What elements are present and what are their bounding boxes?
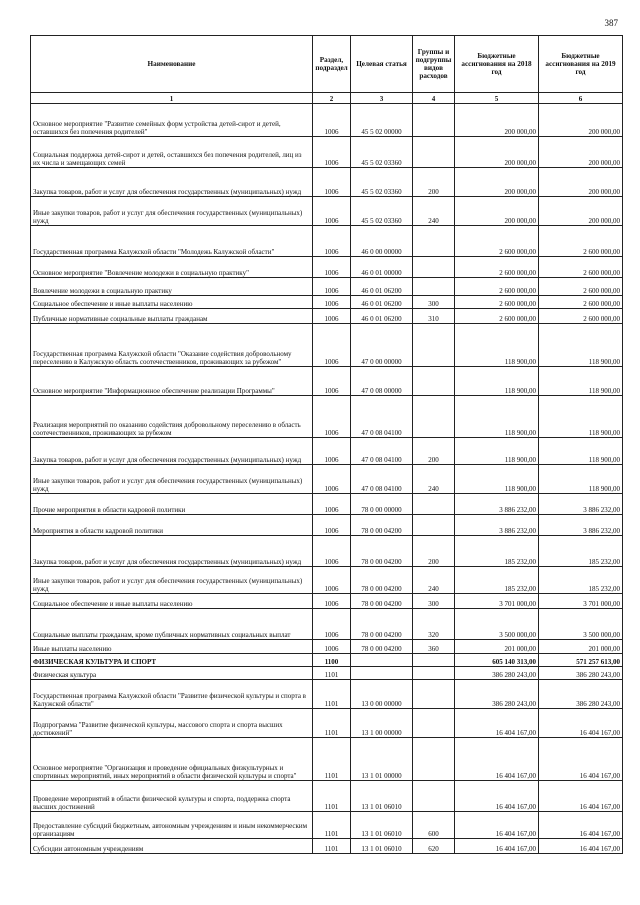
row-target-code: 78 0 00 04200	[351, 567, 413, 594]
header-row	[31, 36, 623, 93]
row-allocation-2018: 118 900,00	[455, 396, 539, 438]
row-allocation-2018: 16 404 167,00	[455, 738, 539, 781]
table-row	[31, 536, 623, 567]
row-allocation-2019: 16 404 167,00	[539, 709, 623, 738]
table-row	[31, 667, 623, 680]
row-allocation-2018: 3 500 000,00	[455, 609, 539, 640]
row-target-code: 78 0 00 04200	[351, 640, 413, 654]
header-section: Раздел, подраздел	[313, 36, 351, 93]
row-expense-group	[413, 494, 455, 515]
table-row	[31, 738, 623, 781]
row-allocation-2018: 16 404 167,00	[455, 781, 539, 812]
row-target-code: 47 0 08 00000	[351, 367, 413, 396]
row-target-code: 78 0 00 04200	[351, 594, 413, 609]
row-name: Физическая культура	[31, 667, 313, 680]
row-allocation-2018: 2 600 000,00	[455, 296, 539, 309]
table-row	[31, 104, 623, 137]
row-target-code: 13 1 00 00000	[351, 709, 413, 738]
row-expense-group	[413, 137, 455, 168]
row-expense-group: 310	[413, 309, 455, 324]
row-allocation-2018: 2 600 000,00	[455, 309, 539, 324]
row-target-code: 47 0 08 04100	[351, 396, 413, 438]
row-section: 1101	[313, 781, 351, 812]
row-section: 1006	[313, 324, 351, 367]
row-target-code: 78 0 00 04200	[351, 515, 413, 536]
row-name: Иные выплаты населению	[31, 640, 313, 654]
row-allocation-2018: 16 404 167,00	[455, 839, 539, 854]
row-expense-group	[413, 226, 455, 257]
row-expense-group	[413, 104, 455, 137]
row-name: Иные закупки товаров, работ и услуг для обеспечения государственных (муниципальных) нужд	[31, 197, 313, 226]
row-section: 1006	[313, 197, 351, 226]
row-expense-group: 240	[413, 197, 455, 226]
row-name: Социальное обеспечение и иные выплаты населению	[31, 296, 313, 309]
row-allocation-2018: 201 000,00	[455, 640, 539, 654]
row-section: 1006	[313, 567, 351, 594]
row-allocation-2018: 118 900,00	[455, 367, 539, 396]
row-target-code: 46 0 01 00000	[351, 257, 413, 278]
row-target-code	[351, 654, 413, 667]
row-expense-group: 300	[413, 296, 455, 309]
column-number: 1	[31, 93, 313, 104]
row-name: Вовлечение молодежи в социальную практику	[31, 278, 313, 296]
row-section: 1006	[313, 594, 351, 609]
row-allocation-2019: 2 600 000,00	[539, 278, 623, 296]
table-row	[31, 226, 623, 257]
row-allocation-2019: 16 404 167,00	[539, 839, 623, 854]
row-allocation-2019: 2 600 000,00	[539, 257, 623, 278]
row-target-code: 46 0 01 06200	[351, 278, 413, 296]
column-number-row	[31, 93, 623, 104]
header-alloc-2019: Бюджетные ассигнования на 2019 год	[539, 36, 623, 93]
row-allocation-2018: 2 600 000,00	[455, 257, 539, 278]
row-expense-group: 300	[413, 594, 455, 609]
table-row	[31, 594, 623, 609]
table-row	[31, 781, 623, 812]
table-row	[31, 438, 623, 465]
row-allocation-2019: 185 232,00	[539, 567, 623, 594]
row-target-code: 46 0 01 06200	[351, 309, 413, 324]
row-section: 1101	[313, 709, 351, 738]
row-expense-group: 200	[413, 438, 455, 465]
row-allocation-2019: 3 500 000,00	[539, 609, 623, 640]
row-section: 1101	[313, 667, 351, 680]
row-allocation-2019: 3 886 232,00	[539, 494, 623, 515]
row-target-code: 78 0 00 04200	[351, 536, 413, 567]
row-section: 1101	[313, 680, 351, 709]
table-row	[31, 609, 623, 640]
row-section: 1006	[313, 278, 351, 296]
row-section: 1006	[313, 515, 351, 536]
row-allocation-2019: 16 404 167,00	[539, 781, 623, 812]
row-section: 1006	[313, 494, 351, 515]
table-body	[31, 104, 623, 854]
row-expense-group	[413, 515, 455, 536]
row-allocation-2019: 118 900,00	[539, 465, 623, 494]
row-allocation-2018: 185 232,00	[455, 567, 539, 594]
row-name: Мероприятия в области кадровой политики	[31, 515, 313, 536]
row-section: 1006	[313, 226, 351, 257]
row-allocation-2018: 3 886 232,00	[455, 494, 539, 515]
row-section: 1006	[313, 367, 351, 396]
table-row	[31, 494, 623, 515]
row-name: Основное мероприятие "Информационное обеспечение реализации Программы"	[31, 367, 313, 396]
row-section: 1006	[313, 465, 351, 494]
row-allocation-2018: 118 900,00	[455, 438, 539, 465]
row-allocation-2019: 200 000,00	[539, 168, 623, 197]
table-row	[31, 296, 623, 309]
row-section: 1006	[313, 104, 351, 137]
row-allocation-2019: 185 232,00	[539, 536, 623, 567]
row-allocation-2018: 3 886 232,00	[455, 515, 539, 536]
row-section: 1101	[313, 738, 351, 781]
row-name: Закупка товаров, работ и услуг для обеспечения государственных (муниципальных) нужд	[31, 536, 313, 567]
row-name: Прочие мероприятия в области кадровой политики	[31, 494, 313, 515]
row-section: 1006	[313, 296, 351, 309]
row-allocation-2018: 185 232,00	[455, 536, 539, 567]
row-expense-group: 240	[413, 567, 455, 594]
row-name: Проведение мероприятий в области физической культуры и спорта, поддержка спорта высших достижений	[31, 781, 313, 812]
row-name: Государственная программа Калужской области "Оказание содействия добровольному переселению в Калужскую область соотечественников, проживающих за рубежом"	[31, 324, 313, 367]
row-allocation-2018: 200 000,00	[455, 197, 539, 226]
row-allocation-2019: 200 000,00	[539, 197, 623, 226]
row-section: 1006	[313, 257, 351, 278]
row-allocation-2019: 118 900,00	[539, 324, 623, 367]
row-expense-group: 200	[413, 536, 455, 567]
row-section: 1100	[313, 654, 351, 667]
row-name: Социальные выплаты гражданам, кроме публичных нормативных социальных выплат	[31, 609, 313, 640]
row-section: 1006	[313, 168, 351, 197]
row-target-code: 13 0 00 00000	[351, 680, 413, 709]
row-target-code	[351, 667, 413, 680]
row-section: 1006	[313, 438, 351, 465]
table-row	[31, 324, 623, 367]
row-name: Закупка товаров, работ и услуг для обеспечения государственных (муниципальных) нужд	[31, 438, 313, 465]
row-target-code: 13 1 01 06010	[351, 781, 413, 812]
row-section: 1006	[313, 609, 351, 640]
column-number: 5	[455, 93, 539, 104]
row-name: Субсидии автономным учреждениям	[31, 839, 313, 854]
row-expense-group: 240	[413, 465, 455, 494]
row-allocation-2018: 200 000,00	[455, 168, 539, 197]
row-name: Социальная поддержка детей-сирот и детей, оставшихся без попечения родителей, лиц из их числа и замещающих семей	[31, 137, 313, 168]
row-target-code: 45 5 02 03360	[351, 168, 413, 197]
row-expense-group	[413, 680, 455, 709]
row-name: ФИЗИЧЕСКАЯ КУЛЬТУРА И СПОРТ	[31, 654, 313, 667]
row-target-code: 47 0 08 04100	[351, 465, 413, 494]
row-section: 1006	[313, 536, 351, 567]
row-target-code: 13 1 01 06010	[351, 839, 413, 854]
row-section: 1101	[313, 812, 351, 839]
table-row	[31, 654, 623, 667]
row-allocation-2018: 386 280 243,00	[455, 680, 539, 709]
page-number: 387	[604, 18, 618, 28]
table-row	[31, 515, 623, 536]
row-expense-group	[413, 654, 455, 667]
table-row	[31, 257, 623, 278]
row-target-code: 46 0 01 06200	[351, 296, 413, 309]
row-allocation-2019: 201 000,00	[539, 640, 623, 654]
row-target-code: 78 0 00 04200	[351, 609, 413, 640]
row-allocation-2018: 16 404 167,00	[455, 812, 539, 839]
row-target-code: 13 1 01 06010	[351, 812, 413, 839]
row-target-code: 46 0 00 00000	[351, 226, 413, 257]
row-allocation-2018: 16 404 167,00	[455, 709, 539, 738]
table-row	[31, 168, 623, 197]
row-target-code: 45 5 02 03360	[351, 137, 413, 168]
header-alloc-2018: Бюджетные ассигнования на 2018 год	[455, 36, 539, 93]
row-section: 1101	[313, 839, 351, 854]
row-name: Социальное обеспечение и иные выплаты населению	[31, 594, 313, 609]
row-name: Основное мероприятие "Вовлечение молодежи в социальную практику"	[31, 257, 313, 278]
row-name: Предоставление субсидий бюджетным, автономным учреждениям и иным некоммерческим организациям	[31, 812, 313, 839]
row-allocation-2018: 3 701 000,00	[455, 594, 539, 609]
row-allocation-2018: 2 600 000,00	[455, 226, 539, 257]
row-allocation-2019: 118 900,00	[539, 367, 623, 396]
row-name: Подпрограмма "Развитие физической культуры, массового спорта и спорта высших достижений"	[31, 709, 313, 738]
table-row	[31, 396, 623, 438]
column-number: 3	[351, 93, 413, 104]
row-allocation-2019: 2 600 000,00	[539, 226, 623, 257]
row-expense-group	[413, 738, 455, 781]
row-expense-group	[413, 709, 455, 738]
row-name: Иные закупки товаров, работ и услуг для обеспечения государственных (муниципальных) нужд	[31, 567, 313, 594]
row-expense-group: 620	[413, 839, 455, 854]
header-groups: Группы и подгруппы видов расходов	[413, 36, 455, 93]
row-name: Иные закупки товаров, работ и услуг для обеспечения государственных (муниципальных) нужд	[31, 465, 313, 494]
table-row	[31, 278, 623, 296]
table-row	[31, 567, 623, 594]
row-expense-group	[413, 278, 455, 296]
row-target-code: 47 0 08 04100	[351, 438, 413, 465]
column-number: 2	[313, 93, 351, 104]
row-section: 1006	[313, 396, 351, 438]
table-row	[31, 309, 623, 324]
row-allocation-2019: 2 600 000,00	[539, 296, 623, 309]
row-section: 1006	[313, 640, 351, 654]
row-allocation-2018: 200 000,00	[455, 137, 539, 168]
column-number: 6	[539, 93, 623, 104]
row-allocation-2018: 118 900,00	[455, 465, 539, 494]
row-section: 1006	[313, 137, 351, 168]
row-expense-group: 600	[413, 812, 455, 839]
row-allocation-2019: 3 886 232,00	[539, 515, 623, 536]
row-expense-group	[413, 324, 455, 367]
row-name: Государственная программа Калужской области "Молодежь Калужской области"	[31, 226, 313, 257]
row-expense-group	[413, 667, 455, 680]
budget-table	[30, 35, 623, 854]
row-expense-group	[413, 367, 455, 396]
column-number: 4	[413, 93, 455, 104]
row-allocation-2019: 2 600 000,00	[539, 309, 623, 324]
row-expense-group: 200	[413, 168, 455, 197]
row-expense-group	[413, 257, 455, 278]
row-expense-group	[413, 396, 455, 438]
row-allocation-2018: 386 280 243,00	[455, 667, 539, 680]
row-section: 1006	[313, 309, 351, 324]
row-allocation-2019: 386 280 243,00	[539, 680, 623, 709]
row-allocation-2019: 16 404 167,00	[539, 812, 623, 839]
row-expense-group	[413, 781, 455, 812]
table-row	[31, 640, 623, 654]
row-allocation-2019: 571 257 613,00	[539, 654, 623, 667]
row-allocation-2018: 118 900,00	[455, 324, 539, 367]
row-allocation-2019: 200 000,00	[539, 104, 623, 137]
row-allocation-2019: 200 000,00	[539, 137, 623, 168]
header-target: Целевая статья	[351, 36, 413, 93]
row-name: Основное мероприятие "Развитие семейных форм устройства детей-сирот и детей, оставшихся без попечения родителей"	[31, 104, 313, 137]
row-name: Реализация мероприятий по оказанию содействия добровольному переселению в область соотечественников, проживающих за рубежом	[31, 396, 313, 438]
row-target-code: 45 5 02 03360	[351, 197, 413, 226]
table-row	[31, 839, 623, 854]
row-allocation-2019: 16 404 167,00	[539, 738, 623, 781]
table-row	[31, 812, 623, 839]
row-name: Основное мероприятие "Организация и проведение официальных физкультурных и спортивных мероприятий, иных мероприятий в области физической культуры и спорта"	[31, 738, 313, 781]
row-name: Публичные нормативные социальные выплаты гражданам	[31, 309, 313, 324]
table-row	[31, 680, 623, 709]
row-target-code: 45 5 02 00000	[351, 104, 413, 137]
row-target-code: 47 0 00 00000	[351, 324, 413, 367]
row-allocation-2019: 3 701 000,00	[539, 594, 623, 609]
row-allocation-2019: 118 900,00	[539, 396, 623, 438]
row-name: Закупка товаров, работ и услуг для обеспечения государственных (муниципальных) нужд	[31, 168, 313, 197]
row-allocation-2018: 605 140 313,00	[455, 654, 539, 667]
row-allocation-2019: 118 900,00	[539, 438, 623, 465]
row-allocation-2019: 386 280 243,00	[539, 667, 623, 680]
header-name: Наименование	[31, 36, 313, 93]
row-expense-group: 320	[413, 609, 455, 640]
table-row	[31, 367, 623, 396]
row-expense-group: 360	[413, 640, 455, 654]
row-name: Государственная программа Калужской области "Развитие физической культуры и спорта в Калужской области"	[31, 680, 313, 709]
table-row	[31, 465, 623, 494]
row-target-code: 78 0 00 00000	[351, 494, 413, 515]
table-row	[31, 197, 623, 226]
row-target-code: 13 1 01 00000	[351, 738, 413, 781]
row-allocation-2018: 200 000,00	[455, 104, 539, 137]
row-allocation-2018: 2 600 000,00	[455, 278, 539, 296]
table-row	[31, 137, 623, 168]
table-row	[31, 709, 623, 738]
